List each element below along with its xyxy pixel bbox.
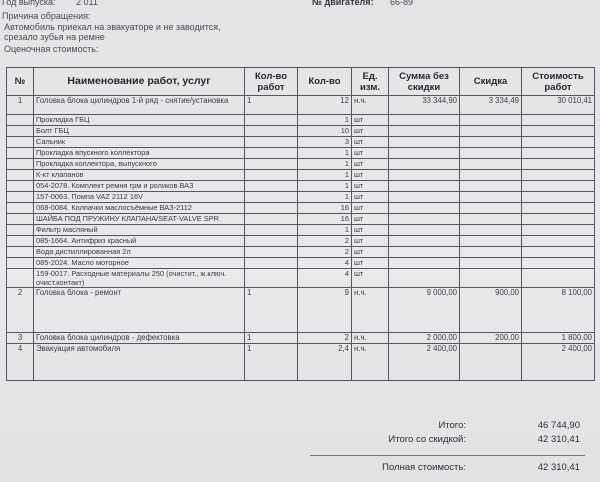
cell-qty: 4	[298, 269, 352, 288]
cell-qty: 3	[298, 137, 352, 148]
cell-qty: 9	[298, 288, 352, 333]
cell-unit: шт	[352, 236, 389, 247]
cell-qty: 10	[298, 126, 352, 137]
cell-num	[7, 236, 34, 247]
cell-qty: 1	[298, 148, 352, 159]
cell-qty: 1	[298, 181, 352, 192]
cell-sum	[389, 203, 460, 214]
cell-qty: 4	[298, 258, 352, 269]
cell-sum: 9 000,00	[389, 288, 460, 333]
col-header-discount: Скидка	[460, 68, 522, 96]
cell-unit: н.ч.	[352, 288, 389, 333]
cell-qty-works	[245, 148, 298, 159]
cell-qty: 2,4	[298, 344, 352, 381]
cell-qty-works	[245, 258, 298, 269]
cell-cost	[522, 269, 595, 288]
estimate-label: Оценочная стоимость:	[4, 44, 99, 54]
year-label: Год выпуска:	[2, 0, 56, 7]
cell-qty-works	[245, 192, 298, 203]
cell-num: 2	[7, 288, 34, 333]
cell-sum	[389, 170, 460, 181]
cell-discount	[460, 247, 522, 258]
col-header-unit: Ед. изм.	[352, 68, 389, 96]
cell-qty-works	[245, 181, 298, 192]
cell-name: Вода дистиллированная 2л	[34, 247, 245, 258]
cell-sum	[389, 148, 460, 159]
table-row	[7, 247, 595, 258]
cell-cost: 8 100,00	[522, 288, 595, 333]
engine-field	[312, 0, 413, 8]
cell-num	[7, 203, 34, 214]
works-table	[6, 67, 595, 381]
cell-name: Прокладка ГБЦ	[34, 115, 245, 126]
cell-qty: 2	[298, 236, 352, 247]
cell-cost: 30 010,41	[522, 96, 595, 115]
cell-name: 157-0063. Помпа VAZ 2112 16V	[34, 192, 245, 203]
cell-discount	[460, 236, 522, 247]
cell-qty-works	[245, 214, 298, 225]
cell-name: 085-2024. Масло моторное	[34, 258, 245, 269]
cell-num	[7, 214, 34, 225]
cell-cost	[522, 214, 595, 225]
cell-name: Сальник	[34, 137, 245, 148]
table-row	[7, 115, 595, 126]
cell-qty: 1	[298, 225, 352, 236]
cell-sum	[389, 159, 460, 170]
cell-cost	[522, 115, 595, 126]
cell-num: 3	[7, 333, 34, 344]
cell-qty: 1	[298, 170, 352, 181]
table-row	[7, 288, 595, 333]
cell-name: Головка блока цилиндров - дефектовка	[34, 333, 245, 344]
cell-cost	[522, 236, 595, 247]
total-label: Итого:	[438, 420, 466, 431]
cell-unit: шт	[352, 181, 389, 192]
cell-cost	[522, 137, 595, 148]
cell-sum	[389, 115, 460, 126]
cell-unit: н.ч.	[352, 344, 389, 381]
cell-cost: 2 400,00	[522, 344, 595, 381]
cell-cost	[522, 181, 595, 192]
cell-num	[7, 148, 34, 159]
cell-qty: 1	[298, 192, 352, 203]
cell-qty-works	[245, 126, 298, 137]
cell-discount	[460, 126, 522, 137]
table-row	[7, 203, 595, 214]
cell-discount	[460, 137, 522, 148]
cell-unit: шт	[352, 170, 389, 181]
cell-discount: 900,00	[460, 288, 522, 333]
cell-qty-works	[245, 225, 298, 236]
cell-discount	[460, 148, 522, 159]
cell-cost	[522, 258, 595, 269]
cell-cost	[522, 225, 595, 236]
cell-cost: 1 800,00	[522, 333, 595, 344]
cell-cost	[522, 170, 595, 181]
cell-num: 1	[7, 96, 34, 115]
cell-qty: 1	[298, 115, 352, 126]
cell-discount	[460, 203, 522, 214]
cell-qty-works	[245, 203, 298, 214]
table-row	[7, 148, 595, 159]
table-row	[7, 170, 595, 181]
cell-name: 054-2078. Комплект ремня грм и роликов ВАЗ	[34, 181, 245, 192]
cell-discount: 3 334,49	[460, 96, 522, 115]
cell-name: Головка блока цилиндров 1-й ряд - снятие/установка	[34, 96, 245, 115]
table-row	[7, 225, 595, 236]
cell-discount	[460, 181, 522, 192]
table-header-row	[7, 68, 595, 96]
reason-line-1: Автомобиль приехал на эвакуаторе и не заводится,	[4, 22, 221, 32]
cell-discount	[460, 225, 522, 236]
reason-line-2: срезало зубья на ремне	[4, 32, 105, 42]
cell-discount	[460, 344, 522, 381]
table-row	[7, 333, 595, 344]
table-row	[7, 269, 595, 288]
table-row	[7, 137, 595, 148]
cell-sum	[389, 181, 460, 192]
cell-discount	[460, 170, 522, 181]
table-row	[7, 159, 595, 170]
cell-qty-works	[245, 137, 298, 148]
year-field	[2, 0, 98, 8]
cell-qty-works: 1	[245, 344, 298, 381]
cell-qty: 12	[298, 96, 352, 115]
cell-num	[7, 115, 34, 126]
cell-name: ШАЙБА ПОД ПРУЖИНУ КЛАПАНА/SEAT-VALVE SPR	[34, 214, 245, 225]
cell-qty-works	[245, 159, 298, 170]
reason-label: Причина обращения:	[2, 11, 91, 21]
cell-name: Прокладка коллектора, выпускного	[34, 159, 245, 170]
cell-qty: 2	[298, 333, 352, 344]
cell-discount	[460, 192, 522, 203]
cell-discount	[460, 269, 522, 288]
cell-num	[7, 126, 34, 137]
total-value: 46 744,90	[537, 420, 580, 431]
cell-num	[7, 181, 34, 192]
cell-sum: 2 400,00	[389, 344, 460, 381]
cell-qty-works	[245, 247, 298, 258]
cell-qty: 16	[298, 214, 352, 225]
cell-unit: шт	[352, 269, 389, 288]
cell-qty-works: 1	[245, 288, 298, 333]
cell-name: Фильтр масляный	[34, 225, 245, 236]
cell-sum	[389, 247, 460, 258]
table-row	[7, 344, 595, 381]
cell-sum: 2 000,00	[389, 333, 460, 344]
cell-unit: шт	[352, 126, 389, 137]
cell-sum	[389, 236, 460, 247]
cell-num	[7, 137, 34, 148]
cell-unit: шт	[352, 159, 389, 170]
cell-name: Головка блока - ремонт	[34, 288, 245, 333]
cell-qty-works: 1	[245, 333, 298, 344]
cell-qty: 2	[298, 247, 352, 258]
table-row	[7, 236, 595, 247]
totals-divider	[310, 455, 585, 456]
col-header-cost: Стоимость работ	[522, 68, 595, 96]
cell-qty-works	[245, 115, 298, 126]
cell-name: К-кт клапанов	[34, 170, 245, 181]
col-header-num: №	[7, 68, 34, 96]
cell-cost	[522, 126, 595, 137]
cell-unit: шт	[352, 192, 389, 203]
col-header-sum: Сумма без скидки	[389, 68, 460, 96]
cell-cost	[522, 148, 595, 159]
cell-num	[7, 269, 34, 288]
engine-label: № двигателя:	[312, 0, 374, 7]
cell-sum	[389, 258, 460, 269]
cell-cost	[522, 192, 595, 203]
cell-unit: н.ч.	[352, 333, 389, 344]
cell-qty-works	[245, 170, 298, 181]
cell-sum	[389, 269, 460, 288]
cell-unit: шт	[352, 203, 389, 214]
cell-discount	[460, 115, 522, 126]
cell-sum	[389, 137, 460, 148]
cell-num	[7, 247, 34, 258]
cell-qty-works: 1	[245, 96, 298, 115]
cell-num	[7, 258, 34, 269]
cell-sum	[389, 225, 460, 236]
table-row	[7, 96, 595, 115]
table-row	[7, 258, 595, 269]
cell-qty-works	[245, 236, 298, 247]
cell-name: Болт ГБЦ	[34, 126, 245, 137]
cell-unit: шт	[352, 214, 389, 225]
cell-sum	[389, 192, 460, 203]
cell-name: Эвакуация автомобиля	[34, 344, 245, 381]
cell-discount	[460, 159, 522, 170]
cell-discount	[460, 258, 522, 269]
cell-qty: 1	[298, 159, 352, 170]
year-value: 2 011	[76, 0, 98, 7]
col-header-name: Наименование работ, услуг	[34, 68, 245, 96]
cell-sum	[389, 126, 460, 137]
cell-unit: шт	[352, 247, 389, 258]
col-header-qty: Кол-во	[298, 68, 352, 96]
cell-name: 159-0017. Расходные материалы 250 (очистит., ж.ключ. очист.контакт)	[34, 269, 245, 288]
cell-cost	[522, 159, 595, 170]
cell-qty-works	[245, 269, 298, 288]
cell-discount	[460, 214, 522, 225]
engine-value: 66-89	[389, 0, 413, 7]
col-header-qty-works: Кол-во работ	[245, 68, 298, 96]
full-cost-value: 42 310,41	[537, 462, 580, 473]
table-row	[7, 214, 595, 225]
cell-unit: шт	[352, 137, 389, 148]
table-row	[7, 126, 595, 137]
table-row	[7, 181, 595, 192]
cell-qty: 16	[298, 203, 352, 214]
cell-unit: шт	[352, 225, 389, 236]
cell-cost	[522, 247, 595, 258]
cell-num	[7, 159, 34, 170]
cell-discount: 200,00	[460, 333, 522, 344]
cell-num	[7, 225, 34, 236]
cell-unit: н.ч.	[352, 96, 389, 115]
cell-num	[7, 192, 34, 203]
cell-sum	[389, 214, 460, 225]
cell-unit: шт	[352, 258, 389, 269]
cell-num: 4	[7, 344, 34, 381]
cell-num	[7, 170, 34, 181]
cell-name: 068-0084. Колпачки маслосъёмные ВАЗ-2112	[34, 203, 245, 214]
full-cost-label: Полная стоимость:	[382, 462, 466, 473]
cell-unit: шт	[352, 115, 389, 126]
cell-name: Прокладка впускного коллектора	[34, 148, 245, 159]
cell-cost	[522, 203, 595, 214]
table-row	[7, 192, 595, 203]
cell-sum: 33 344,90	[389, 96, 460, 115]
cell-name: 085-1664. Антифриз красный	[34, 236, 245, 247]
discounted-total-label: Итого со скидкой:	[388, 434, 466, 445]
discounted-total-value: 42 310,41	[537, 434, 580, 445]
cell-unit: шт	[352, 148, 389, 159]
